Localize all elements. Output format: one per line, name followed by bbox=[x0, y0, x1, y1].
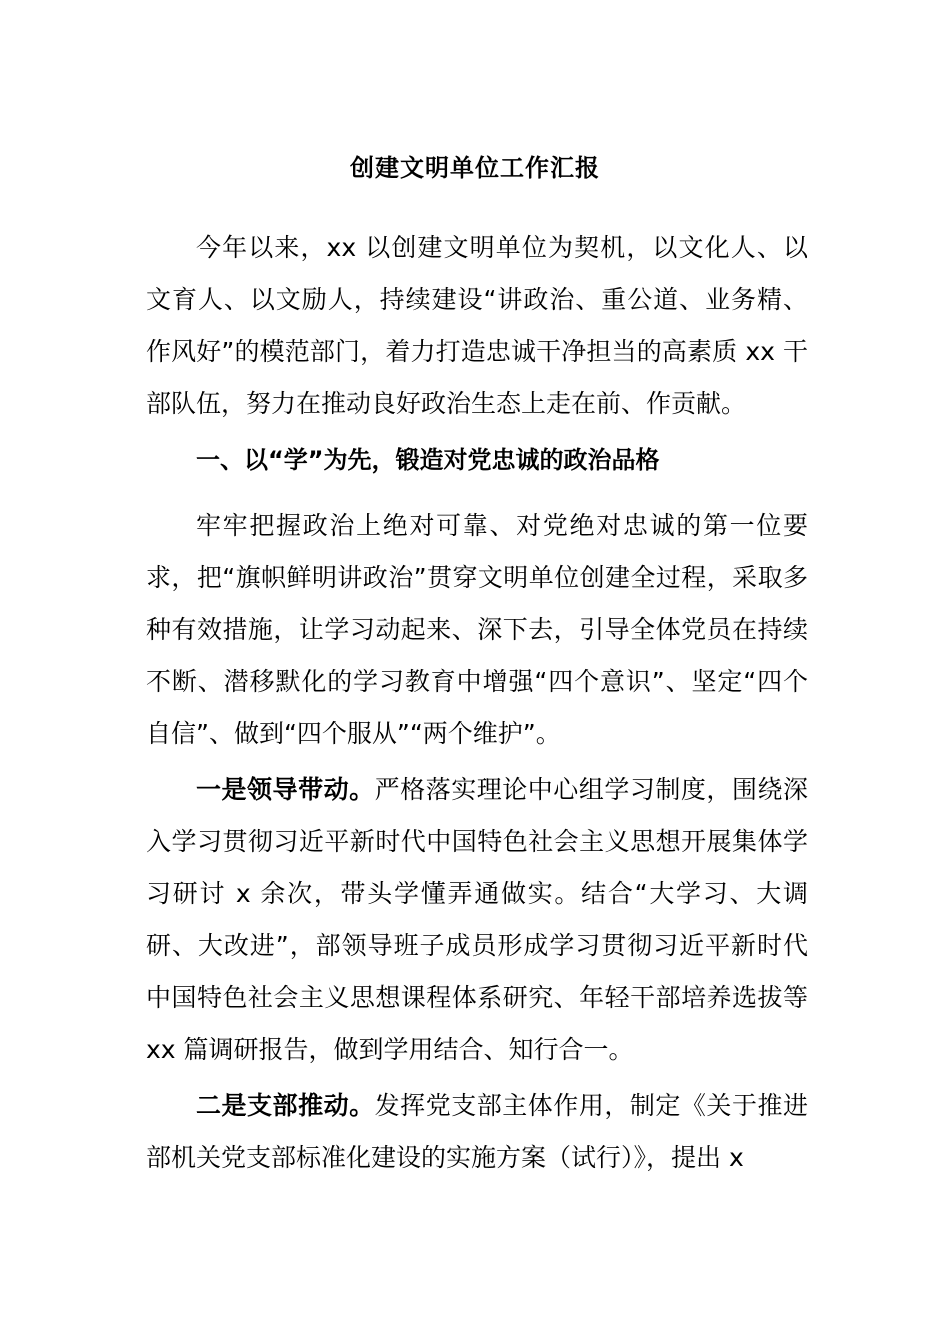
page-title: 创建文明单位工作汇报 bbox=[350, 154, 600, 182]
item-text-2: 发挥党支部主体作用，制定《关于推进部机关党支部标准化建设的实施方案（试行）》，提出 x bbox=[146, 1091, 808, 1172]
item-lead-2: 二是支部推动。 bbox=[196, 1091, 375, 1120]
item-text-1: 严格落实理论中心组学习制度，围绕深入学习贯彻习近平新时代中国特色社会主义思想开展集体学习研讨 x 余次，带头学懂弄通做实。结合“大学习、大调研、大改进”，部领导班子成员形成学习贯彻习近平新时代中国特色社会主义思想课程体系研究、年轻干部培养选拔等 xx 篇调研报告，做到学用结合、知行合一。 bbox=[146, 775, 808, 1064]
item-paragraph-1 bbox=[146, 764, 808, 1076]
intro-paragraph: 今年以来，xx 以创建文明单位为契机，以文化人、以文育人、以文励人，持续建设“讲政治、重公道、业务精、作风好”的模范部门，着力打造忠诚干净担当的高素质 xx 干部队伍，努力在推动良好政治生态上走在前、作贡献。 bbox=[146, 233, 808, 418]
section-heading: 一、以“学”为先，锻造对党忠诚的政治品格 bbox=[196, 446, 660, 474]
item-paragraph-2 bbox=[146, 1080, 808, 1184]
section-paragraph: 牢牢把握政治上绝对可靠、对党绝对忠诚的第一位要求，把“旗帜鲜明讲政治”贯穿文明单位创建全过程，采取多种有效措施，让学习动起来、深下去，引导全体党员在持续不断、潜移默化的学习教育中增强“四个意识”、坚定“四个自信”、做到“四个服从”“两个维护”。 bbox=[146, 511, 808, 748]
item-lead-1: 一是领导带动。 bbox=[196, 775, 375, 804]
